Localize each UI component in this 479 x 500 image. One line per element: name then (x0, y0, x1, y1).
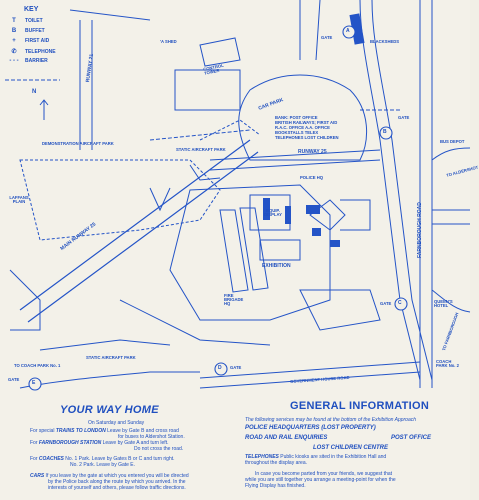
ywh-emph: COACHES (38, 456, 64, 462)
key-item-barrier (8, 58, 48, 64)
services-line-2: BRITISH RAILWAYS; FIRST AID (275, 120, 338, 125)
car-park-label: CAR PARK (257, 97, 285, 112)
ywh-line-2: for buses to Aldershot Station. (118, 434, 185, 440)
a-shed-label: 'A SHED (160, 39, 177, 44)
key-title: KEY (24, 6, 39, 13)
gate-e-label: GATE (8, 377, 20, 382)
your-way-home-column (0, 388, 235, 500)
general-information-heading: GENERAL INFORMATION (290, 400, 430, 412)
services-line-4: BOOKSTALLS TELEX (275, 130, 319, 135)
ywh-intro: On Saturday and Sunday (88, 420, 145, 426)
to-farnborough-label: TO FARNBOROUGH (441, 311, 460, 352)
north-label: N (32, 89, 37, 95)
first-aid-icon: + (12, 38, 16, 44)
ywh-text: Leave by Gate B and cross road (105, 428, 179, 434)
static-aircraft-park-2-label: STATIC AIRCRAFT PARK (86, 355, 136, 360)
your-way-home-heading: YOUR WAY HOME (60, 404, 159, 416)
key-label: TOILET (25, 18, 43, 24)
map-key (6, 6, 76, 70)
key-label: BARRIER (25, 58, 48, 64)
ywh-line-4: Do not cross the road. (134, 446, 184, 452)
demo-aircraft-park-label: DEMONSTRATION AIRCRAFT PARK (42, 141, 114, 146)
ywh-text: If you leave by the gate at which you entered you will be directed (44, 473, 189, 479)
buffet-icon: B (11, 28, 17, 34)
gate-e-letter: E (32, 380, 36, 386)
laffans-plain-label: LAFFANS PLAIN (9, 195, 29, 205)
key-item-telephone (8, 48, 56, 55)
gi-road-rail: ROAD AND RAIL ENQUIRIES (245, 435, 328, 441)
toilet-icon: T (12, 18, 16, 24)
ywh-line-8: by the Police back along the route by which you arrived. In the (48, 479, 186, 485)
ywh-text: No. 1 Park. Leave by Gates B or C and turn right. (63, 456, 175, 462)
gate-c-label: GATE (380, 301, 392, 306)
key-item-first-aid (8, 38, 49, 44)
ywh-emph: CARS (30, 473, 45, 479)
gi-emph: TELEPHONES (245, 454, 279, 460)
static-aircraft-park-label: STATIC AIRCRAFT PARK (176, 147, 226, 152)
services-line-5: TELEPHONES LOST CHILDREN (275, 135, 339, 140)
key-item-toilet (8, 18, 43, 24)
gi-police-hq: POLICE HEADQUARTERS (LOST PROPERTY) (245, 425, 376, 431)
police-hq-label: POLICE HQ (300, 175, 324, 180)
gi-parted-line-3: Flying Display has finished. (245, 483, 306, 489)
gi-parted-line-1: In case you become parted from your friends, we suggest that (255, 471, 393, 477)
control-tower-label: CONTROL TOWER (202, 62, 225, 77)
runway-25-label: RUNWAY 25 (298, 149, 327, 155)
gate-b-label: GATE (398, 115, 410, 120)
ywh-line-6: No. 2 Park. Leave by Gate E. (70, 462, 136, 468)
ywh-text: For (30, 456, 39, 462)
blacksheds-label: BLACKSHEDS (370, 39, 400, 44)
key-label: BUFFET (25, 28, 45, 34)
telephone-icon: ✆ (11, 49, 17, 55)
ywh-text: For (30, 440, 39, 446)
barrier-icon: - - - (9, 58, 19, 64)
gate-a-label: GATE (321, 35, 333, 40)
main-runway-label: MAIN RUNWAY 25 (59, 221, 98, 252)
queens-hotel-label: QUEEN'S HOTEL (434, 299, 453, 309)
bus-depot-label: BUS DEPOT (440, 139, 465, 144)
ywh-text: For special (30, 428, 56, 434)
farnborough-road-label: FARNBOROUGH ROAD (417, 202, 423, 258)
gi-parted-line-2: while you are still together you arrange a meeting-point for when the (245, 477, 396, 483)
gate-a-letter: A (346, 28, 350, 34)
coach-park-2-label: COACH PARK No. 2 (436, 359, 459, 369)
exhibition-label: EXHIBITION (262, 263, 291, 269)
gi-lost-children: LOST CHILDREN CENTRE (313, 445, 388, 451)
general-information-column (235, 388, 470, 500)
key-item-buffet (8, 28, 45, 34)
gate-c-letter: C (398, 300, 402, 306)
gate-d-label: GATE (230, 365, 242, 370)
to-coach-park-label: TO COACH PARK No. 1 (14, 363, 61, 368)
ywh-text: Leave by Gate A and turn left. (101, 440, 169, 446)
ywh-emph: TRAINS TO LONDON (55, 428, 106, 434)
key-label: FIRST AID (25, 38, 50, 44)
gi-telephones-line-2: throughout the display area. (245, 460, 307, 466)
key-label: TELEPHONE (25, 48, 56, 55)
services-line-3: R.A.C. OFFICE A.A. OFFICE (275, 125, 330, 130)
gi-intro: The following services may be found at the bottom of the Exhibition Approach (245, 417, 417, 423)
runway-21-label: RUNWAY 21 (85, 53, 95, 83)
gate-d-letter: D (218, 365, 222, 371)
info-section (0, 388, 470, 500)
government-house-road-label: GOVERNMENT HOUSE ROAD (289, 374, 350, 384)
fire-brigade-label: FIRE BRIGADE HQ (224, 293, 244, 307)
gi-post-office: POST OFFICE (391, 435, 432, 441)
ywh-emph: FARNBOROUGH STATION (38, 440, 102, 446)
equip-display-label: EQUIP. DISPLAY (264, 208, 282, 218)
gi-text: Public kiosks are sited in the Exhibition Hall and (278, 454, 387, 460)
ywh-line-9: interests of yourself and others, please follow traffic directions. (48, 485, 186, 491)
gate-b-letter: B (383, 129, 387, 135)
to-aldershot-label: TO ALDERSHOT (445, 164, 479, 178)
services-line-1: BANK: POST OFFICE (275, 115, 318, 120)
